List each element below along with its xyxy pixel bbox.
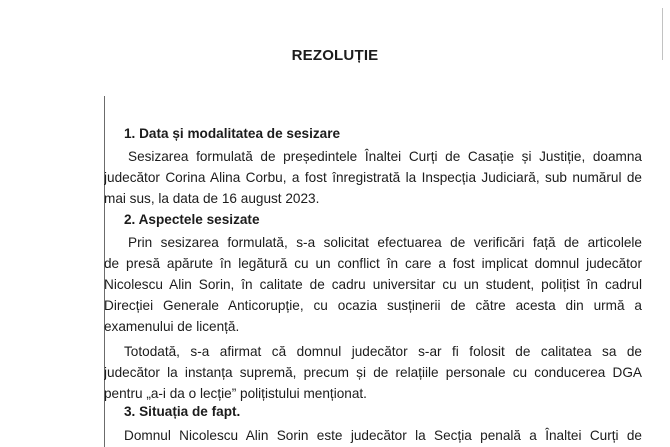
section-2-p1-line-2: de presă apărute în legătură cu un conflict în care a fost implicat domnul judecător [104, 256, 642, 271]
section-2-p1-line-1: Prin sesizarea formulată, s-a solicitat efectuarea de verificări față de articolele [128, 235, 642, 250]
section-3-heading: 3. Situația de fapt. [124, 404, 241, 419]
section-1-heading: 1. Data și modalitatea de sesizare [124, 126, 341, 141]
section-2-p1-line-3: Nicolescu Alin Sorin, în calitate de cadru universitar cu un student, polițist în cadrul [104, 277, 642, 292]
document-title: REZOLUȚIE [291, 47, 379, 64]
section-2-p2-line-3: pentru „a-i da o lecție” polițistului menționat. [104, 386, 367, 401]
section-1-line-1: Sesizarea formulată de președintele Înaltei Curți de Casație și Justiție, doamna [128, 149, 642, 164]
section-2-p1-line-5: examenului de licență. [104, 319, 240, 334]
section-1-line-3: mai sus, la data de 16 august 2023. [104, 191, 320, 206]
section-3-line-1: Domnul Nicolescu Alin Sorin este judecător la Secția penală a Înaltei Curți de [124, 428, 642, 443]
section-2-heading: 2. Aspectele sesizate [124, 212, 260, 227]
section-1-line-2: judecător Corina Alina Corbu, a fost înregistrată la Inspecția Judiciară, sub numărul de [104, 170, 642, 185]
section-2-p2-line-2: judecător la instanța supremă, precum și de relațiile personale cu conducerea DGA [104, 365, 642, 380]
section-2-p2-line-1: Totodată, s-a afirmat că domnul judecător s-ar fi folosit de calitatea sa de [124, 344, 642, 359]
section-2-p1-line-4: Direcției Generale Anticorupție, cu ocazia susținerii de către acesta din urmă a [104, 298, 642, 313]
